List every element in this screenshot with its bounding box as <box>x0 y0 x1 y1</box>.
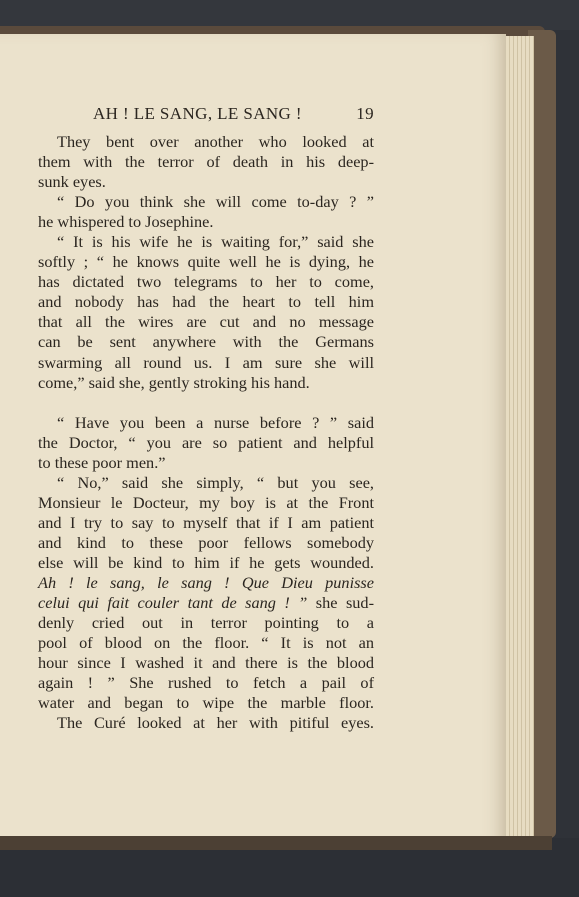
page-number: 19 <box>356 104 374 123</box>
text-line: has dictated two telegrams to her to come, <box>38 272 374 292</box>
paragraph-gap <box>38 393 374 413</box>
text-line: can be sent anywhere with the Germans <box>38 332 374 352</box>
text-line: denly cried out in terror pointing to a <box>38 613 374 633</box>
book-cover-bottom-edge <box>0 836 552 850</box>
text-line: the Doctor, “ you are so patient and helpful <box>38 432 374 452</box>
text-line: Monsieur le Docteur, my boy is at the Front <box>38 492 374 512</box>
text-line: and nobody has had the heart to tell him <box>38 292 374 312</box>
text-line: sunk eyes. <box>38 172 106 192</box>
text-line: again ! ” She rushed to fetch a pail of <box>38 673 374 693</box>
text-line: “ It is his wife he is waiting for,” said she <box>57 232 374 252</box>
italic-span: celui qui fait couler tant de sang ! ” <box>38 593 308 613</box>
text-line: and kind to these poor fellows somebody <box>38 532 374 552</box>
text-line <box>38 593 374 613</box>
text-line: that all the wires are cut and no message <box>38 312 374 332</box>
text-line: “ Have you been a nurse before ? ” said <box>57 412 374 432</box>
body-text <box>38 132 374 733</box>
text-line: to these poor men.” <box>38 452 166 472</box>
text-line: swarming all round us. I am sure she will <box>38 352 374 372</box>
text-line: “ No,” said she simply, “ but you see, <box>57 472 374 492</box>
text-line: else will be kind to him if he gets wounded. <box>38 552 374 572</box>
text-line: They bent over another who looked at <box>57 132 374 151</box>
text-line: water and began to wipe the marble floor. <box>38 693 374 713</box>
text-line: them with the terror of death in his deep- <box>38 152 374 172</box>
text-line: Ah ! le sang, le sang ! Que Dieu punisse <box>38 572 374 592</box>
roman-span: she sud- <box>307 593 374 613</box>
text-line: “ Do you think she will come to-day ? ” <box>57 192 374 212</box>
text-line: and I try to say to myself that if I am patient <box>38 512 374 532</box>
text-line: pool of blood on the floor. “ It is not an <box>38 633 374 653</box>
text-line: he whispered to Josephine. <box>38 212 214 232</box>
page-header <box>38 104 374 126</box>
text-line: softly ; “ he knows quite well he is dying, he <box>38 252 374 272</box>
text-line: The Curé looked at her with pitiful eyes. <box>57 713 374 733</box>
text-line: come,” said she, gently stroking his hand. <box>38 372 310 392</box>
running-head: AH ! LE SANG, LE SANG ! <box>93 104 302 123</box>
text-line: hour since I washed it and there is the blood <box>38 653 374 673</box>
